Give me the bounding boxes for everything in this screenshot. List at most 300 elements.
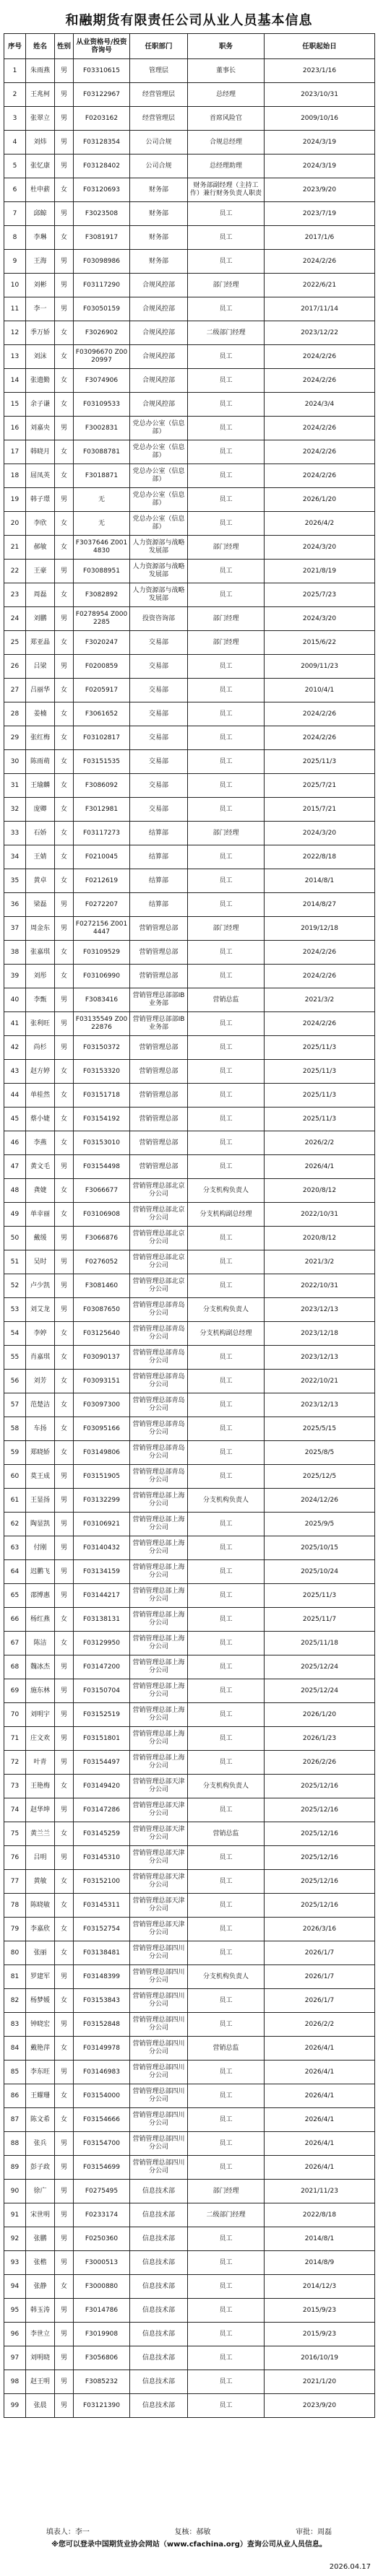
table-row xyxy=(4,2323,375,2346)
cell-index: 59 xyxy=(4,1441,26,1465)
cell-position: 员工 xyxy=(188,1131,265,1155)
cell-position: 员工 xyxy=(188,965,265,988)
cell-cert: F0278954 Z0002285 xyxy=(74,607,130,631)
cell-cert: 无 xyxy=(74,488,130,512)
cell-cert: F03134159 xyxy=(74,1560,130,1584)
cell-name: 迟鹏飞 xyxy=(26,1560,55,1584)
cell-index: 56 xyxy=(4,1370,26,1393)
cell-gender: 男 xyxy=(55,1584,74,1608)
header-position: 职务 xyxy=(188,34,265,59)
cell-position: 员工 xyxy=(188,2227,265,2251)
table-row xyxy=(4,2251,375,2275)
table-row xyxy=(4,2394,375,2418)
cell-position: 员工 xyxy=(188,679,265,702)
cell-position: 员工 xyxy=(188,1655,265,1679)
table-row xyxy=(4,1822,375,1846)
cell-dept: 营销管理总部青岛分公司 xyxy=(130,1465,188,1489)
table-row xyxy=(4,726,375,750)
cell-gender: 女 xyxy=(55,440,74,464)
cell-name: 邱鲸 xyxy=(26,202,55,226)
table-row xyxy=(4,1632,375,1655)
cell-gender: 男 xyxy=(55,1679,74,1703)
cell-gender: 男 xyxy=(55,1655,74,1679)
cell-dept: 营销管理总部上海分公司 xyxy=(130,1513,188,1536)
cell-name: 钟晓宏 xyxy=(26,2013,55,2037)
cell-gender: 女 xyxy=(55,321,74,345)
cell-index: 63 xyxy=(4,1536,26,1560)
cell-cert: F03151905 xyxy=(74,1465,130,1489)
cell-index: 5 xyxy=(4,155,26,178)
reviewer-label: 复核：郝敏 xyxy=(174,2528,211,2536)
cell-start-date: 2023/12/13 xyxy=(265,1346,375,1370)
cell-index: 51 xyxy=(4,1250,26,1274)
cell-cert: F03117290 xyxy=(74,274,130,297)
cell-gender: 女 xyxy=(55,1870,74,1894)
cell-gender: 女 xyxy=(55,1370,74,1393)
cell-dept: 合规风控部 xyxy=(130,321,188,345)
cell-cert: 无 xyxy=(74,512,130,536)
cell-start-date: 2024/2/26 xyxy=(265,440,375,464)
cell-name: 吕明 xyxy=(26,1846,55,1870)
cell-index: 48 xyxy=(4,1179,26,1203)
cell-gender: 女 xyxy=(55,1822,74,1846)
cell-dept: 结算部 xyxy=(130,845,188,869)
cell-name: 庄文欢 xyxy=(26,1727,55,1751)
cell-index: 77 xyxy=(4,1870,26,1894)
cell-cert: F3082892 xyxy=(74,583,130,607)
cell-dept: 营销管理总部上海分公司 xyxy=(130,1727,188,1751)
cell-gender: 女 xyxy=(55,679,74,702)
table-row xyxy=(4,655,375,679)
cell-position: 员工 xyxy=(188,1918,265,1941)
cell-name: 李燕 xyxy=(26,1131,55,1155)
cell-cert: F3023508 xyxy=(74,202,130,226)
cell-dept: 党总办公室（信息部） xyxy=(130,488,188,512)
cell-name: 王婧 xyxy=(26,845,55,869)
cell-position: 员工 xyxy=(188,1084,265,1108)
cell-start-date: 2026/1/7 xyxy=(265,1965,375,1989)
cell-index: 8 xyxy=(4,226,26,250)
cell-position: 分支机构负责人 xyxy=(188,1965,265,1989)
cell-index: 47 xyxy=(4,1155,26,1179)
cell-dept: 交易部 xyxy=(130,679,188,702)
footer-signatures xyxy=(4,2525,374,2536)
footer-date: 2026.04.17 xyxy=(329,2563,371,2571)
cell-gender: 男 xyxy=(55,655,74,679)
cell-cert: F03153843 xyxy=(74,1989,130,2013)
cell-dept: 结算部 xyxy=(130,893,188,917)
cell-name: 李婷 xyxy=(26,1322,55,1346)
cell-cert: F3081460 xyxy=(74,1274,130,1298)
cell-index: 21 xyxy=(4,536,26,560)
cell-gender: 女 xyxy=(55,1346,74,1370)
cell-name: 彭子政 xyxy=(26,2156,55,2180)
cell-gender: 女 xyxy=(55,1941,74,1965)
cell-gender: 男 xyxy=(55,1155,74,1179)
cell-cert: F03145310 xyxy=(74,1846,130,1870)
cell-gender: 男 xyxy=(55,1560,74,1584)
cell-index: 35 xyxy=(4,869,26,893)
cell-name: 刘明宇 xyxy=(26,1703,55,1727)
table-row xyxy=(4,1798,375,1822)
cell-index: 46 xyxy=(4,1131,26,1155)
cell-dept: 营销管理总部四川分公司 xyxy=(130,2156,188,2180)
table-row xyxy=(4,1060,375,1084)
cell-gender: 男 xyxy=(55,607,74,631)
cell-start-date: 2026/4/1 xyxy=(265,2132,375,2156)
cell-index: 19 xyxy=(4,488,26,512)
cell-start-date: 2026/4/2 xyxy=(265,512,375,536)
cell-gender: 女 xyxy=(55,1179,74,1203)
cell-name: 郑晓娇 xyxy=(26,1441,55,1465)
cell-gender: 男 xyxy=(55,1513,74,1536)
cell-index: 74 xyxy=(4,1798,26,1822)
cell-name: 莫王成 xyxy=(26,1465,55,1489)
cell-cert: F3066876 xyxy=(74,1227,130,1250)
table-row xyxy=(4,798,375,822)
cell-dept: 营销管理总部青岛分公司 xyxy=(130,1417,188,1441)
cell-start-date: 2021/3/2 xyxy=(265,988,375,1012)
cell-name: 周金东 xyxy=(26,917,55,941)
table-row xyxy=(4,321,375,345)
table-row xyxy=(4,512,375,536)
cell-name: 张红梅 xyxy=(26,726,55,750)
table-row xyxy=(4,1250,375,1274)
approver-label: 审批：周磊 xyxy=(296,2528,332,2536)
cell-start-date: 2026/4/1 xyxy=(265,2037,375,2061)
cell-dept: 经营管理层 xyxy=(130,107,188,131)
cell-gender: 女 xyxy=(55,750,74,774)
cell-name: 王豪 xyxy=(26,560,55,583)
cell-dept: 投资咨询部 xyxy=(130,607,188,631)
cell-position: 员工 xyxy=(188,1108,265,1131)
table-row xyxy=(4,2013,375,2037)
cell-index: 6 xyxy=(4,178,26,202)
cell-gender: 女 xyxy=(55,774,74,798)
cell-index: 11 xyxy=(4,297,26,321)
cell-dept: 营销管理总部天津分公司 xyxy=(130,1798,188,1822)
cell-index: 86 xyxy=(4,2084,26,2108)
cell-gender: 男 xyxy=(55,2299,74,2323)
cell-position: 员工 xyxy=(188,345,265,369)
cell-start-date: 2014/8/27 xyxy=(265,893,375,917)
cell-cert: F03129950 xyxy=(74,1632,130,1655)
cell-index: 22 xyxy=(4,560,26,583)
cell-cert: F03125640 xyxy=(74,1322,130,1346)
table-row xyxy=(4,2037,375,2061)
cell-index: 23 xyxy=(4,583,26,607)
cell-gender: 女 xyxy=(55,845,74,869)
cell-gender: 女 xyxy=(55,178,74,202)
cell-name: 戴缓 xyxy=(26,1227,55,1250)
cell-name: 季万娇 xyxy=(26,321,55,345)
cell-name: 张兵 xyxy=(26,2132,55,2156)
cell-cert: F03122967 xyxy=(74,83,130,107)
cell-index: 64 xyxy=(4,1560,26,1584)
cell-name: 张鹏 xyxy=(26,2227,55,2251)
cell-start-date: 2026/2/2 xyxy=(265,1131,375,1155)
cell-name: 吕梁 xyxy=(26,655,55,679)
cell-cert: F0233174 xyxy=(74,2203,130,2227)
table-row xyxy=(4,2061,375,2084)
cell-dept: 营销管理总部四川分公司 xyxy=(130,2108,188,2132)
cell-dept: 营销管理总部北京分公司 xyxy=(130,1227,188,1250)
cell-dept: 营销管理总部四川分公司 xyxy=(130,1941,188,1965)
cell-index: 17 xyxy=(4,440,26,464)
table-row xyxy=(4,822,375,845)
cell-gender: 男 xyxy=(55,988,74,1012)
cell-index: 58 xyxy=(4,1417,26,1441)
cell-start-date: 2015/9/23 xyxy=(265,2323,375,2346)
cell-name: 赵方婷 xyxy=(26,1060,55,1084)
cell-index: 9 xyxy=(4,250,26,274)
cell-dept: 交易部 xyxy=(130,774,188,798)
cell-dept: 营销管理总部上海分公司 xyxy=(130,1560,188,1584)
table-row xyxy=(4,1727,375,1751)
cell-position: 员工 xyxy=(188,1703,265,1727)
cell-cert: F0276052 xyxy=(74,1250,130,1274)
cell-dept: 经营管理层 xyxy=(130,83,188,107)
cell-cert: F03150704 xyxy=(74,1679,130,1703)
cell-index: 28 xyxy=(4,702,26,726)
cell-gender: 女 xyxy=(55,1608,74,1632)
cell-cert: F3026902 xyxy=(74,321,130,345)
cell-name: 姜楠 xyxy=(26,702,55,726)
cell-start-date: 2025/12/5 xyxy=(265,1465,375,1489)
cell-gender: 女 xyxy=(55,345,74,369)
table-row xyxy=(4,1417,375,1441)
cell-start-date: 2025/11/3 xyxy=(265,1084,375,1108)
cell-dept: 营销管理总部部IB业务部 xyxy=(130,988,188,1012)
cell-start-date: 2014/8/1 xyxy=(265,2227,375,2251)
cell-cert: F03144217 xyxy=(74,1584,130,1608)
cell-cert: F03153010 xyxy=(74,1131,130,1155)
cell-gender: 女 xyxy=(55,2037,74,2061)
table-row xyxy=(4,1108,375,1131)
cell-start-date: 2024/2/26 xyxy=(265,941,375,965)
cell-dept: 营销管理总部青岛分公司 xyxy=(130,1322,188,1346)
cell-cert: F3056806 xyxy=(74,2346,130,2370)
table-row xyxy=(4,1989,375,2013)
cell-index: 91 xyxy=(4,2203,26,2227)
cell-dept: 营销管理总部上海分公司 xyxy=(130,1703,188,1727)
header-cert: 从业资格号/投资咨询号 xyxy=(74,34,130,59)
table-row xyxy=(4,1441,375,1465)
table-row xyxy=(4,1179,375,1203)
cell-start-date: 2025/11/7 xyxy=(265,1608,375,1632)
cell-position: 员工 xyxy=(188,1346,265,1370)
cell-position: 部门经理 xyxy=(188,917,265,941)
cell-index: 66 xyxy=(4,1608,26,1632)
cell-dept: 营销管理总部四川分公司 xyxy=(130,2037,188,2061)
cell-cert: F0205917 xyxy=(74,679,130,702)
table-row xyxy=(4,1513,375,1536)
cell-gender: 女 xyxy=(55,965,74,988)
cell-dept: 营销管理总部青岛分公司 xyxy=(130,1298,188,1322)
cell-name: 李一 xyxy=(26,297,55,321)
cell-position: 员工 xyxy=(188,2394,265,2418)
cell-position: 员工 xyxy=(188,893,265,917)
cell-position: 员工 xyxy=(188,417,265,440)
cell-cert: F03095166 xyxy=(74,1417,130,1441)
cell-cert: F03145259 xyxy=(74,1822,130,1846)
cell-position: 部门经理 xyxy=(188,2180,265,2203)
cell-position: 员工 xyxy=(188,1227,265,1250)
cell-start-date: 2014/8/1 xyxy=(265,869,375,893)
cell-dept: 营销管理总部上海分公司 xyxy=(130,1655,188,1679)
header-index: 序号 xyxy=(4,34,26,59)
cell-dept: 营销管理总部 xyxy=(130,965,188,988)
cell-gender: 女 xyxy=(55,702,74,726)
cell-dept: 信息技术部 xyxy=(130,2299,188,2323)
table-row xyxy=(4,1941,375,1965)
table-row xyxy=(4,965,375,988)
cell-index: 89 xyxy=(4,2156,26,2180)
cell-gender: 女 xyxy=(55,869,74,893)
cell-cert: F3074906 xyxy=(74,369,130,393)
cell-name: 车扬 xyxy=(26,1417,55,1441)
cell-position: 分支机构负责人 xyxy=(188,1489,265,1513)
cell-index: 82 xyxy=(4,1989,26,2013)
cell-dept: 信息技术部 xyxy=(130,2275,188,2299)
cell-name: 范楚洁 xyxy=(26,1393,55,1417)
cell-start-date: 2023/1/16 xyxy=(265,59,375,83)
cell-position: 员工 xyxy=(188,1608,265,1632)
cell-start-date: 2021/1/20 xyxy=(265,2370,375,2394)
cell-position: 员工 xyxy=(188,2132,265,2156)
table-row xyxy=(4,2180,375,2203)
cell-gender: 男 xyxy=(55,1036,74,1060)
cell-position: 员工 xyxy=(188,512,265,536)
cell-cert: F3037646 Z0014830 xyxy=(74,536,130,560)
cell-dept: 结算部 xyxy=(130,822,188,845)
page-title: 和融期货有限责任公司从业人员基本信息 xyxy=(65,13,313,28)
cell-index: 92 xyxy=(4,2227,26,2251)
cell-gender: 女 xyxy=(55,512,74,536)
cell-position: 部门经理 xyxy=(188,536,265,560)
cell-index: 54 xyxy=(4,1322,26,1346)
cell-name: 黄文毛 xyxy=(26,1155,55,1179)
cell-dept: 营销管理总部天津分公司 xyxy=(130,1822,188,1846)
table-row xyxy=(4,917,375,941)
cell-index: 2 xyxy=(4,83,26,107)
cell-gender: 男 xyxy=(55,1250,74,1274)
cell-dept: 人力资源部与战略发展部 xyxy=(130,560,188,583)
cell-start-date: 2025/9/5 xyxy=(265,1513,375,1536)
cell-position: 员工 xyxy=(188,393,265,417)
cell-dept: 信息技术部 xyxy=(130,2370,188,2394)
cell-position: 员工 xyxy=(188,1417,265,1441)
cell-cert: F3000513 xyxy=(74,2251,130,2275)
cell-dept: 交易部 xyxy=(130,655,188,679)
table-row xyxy=(4,464,375,488)
cell-name: 陈文希 xyxy=(26,2108,55,2132)
cell-position: 员工 xyxy=(188,1370,265,1393)
cell-index: 69 xyxy=(4,1679,26,1703)
cell-name: 屈凤英 xyxy=(26,464,55,488)
cell-position: 董事长 xyxy=(188,59,265,83)
cell-dept: 公司合规 xyxy=(130,155,188,178)
cell-name: 黄卓 xyxy=(26,869,55,893)
cell-name: 杨红燕 xyxy=(26,1608,55,1632)
cell-dept: 营销管理总部 xyxy=(130,1155,188,1179)
cell-dept: 党总办公室（信息部） xyxy=(130,440,188,464)
cell-cert: F03147286 xyxy=(74,1798,130,1822)
cell-cert: F03154497 xyxy=(74,1751,130,1775)
cell-dept: 营销管理总部青岛分公司 xyxy=(130,1370,188,1393)
cell-gender: 男 xyxy=(55,2251,74,2275)
cell-start-date: 2026/1/7 xyxy=(265,1941,375,1965)
cell-gender: 男 xyxy=(55,488,74,512)
cell-gender: 女 xyxy=(55,2084,74,2108)
cell-name: 王瑜麟 xyxy=(26,774,55,798)
cell-dept: 营销管理总部四川分公司 xyxy=(130,1965,188,1989)
cell-position: 员工 xyxy=(188,1798,265,1822)
cell-start-date: 2023/10/31 xyxy=(265,83,375,107)
cell-position: 员工 xyxy=(188,1536,265,1560)
cell-dept: 交易部 xyxy=(130,631,188,655)
cell-cert: F03152754 xyxy=(74,1918,130,1941)
table-row xyxy=(4,345,375,369)
cell-cert: F03146983 xyxy=(74,2061,130,2084)
cell-gender: 男 xyxy=(55,2156,74,2180)
cell-cert: F3000880 xyxy=(74,2275,130,2299)
cell-cert: F03150372 xyxy=(74,1036,130,1060)
cell-gender: 女 xyxy=(55,1131,74,1155)
cell-start-date: 2025/11/3 xyxy=(265,1036,375,1060)
cell-start-date: 2026/4/1 xyxy=(265,2108,375,2132)
cell-index: 96 xyxy=(4,2323,26,2346)
cell-cert: F03140432 xyxy=(74,1536,130,1560)
cell-index: 83 xyxy=(4,2013,26,2037)
table-row xyxy=(4,226,375,250)
cell-start-date: 2026/1/20 xyxy=(265,1703,375,1727)
cell-cert: F03090137 xyxy=(74,1346,130,1370)
cell-name: 罗建军 xyxy=(26,1965,55,1989)
cell-index: 32 xyxy=(4,798,26,822)
cell-index: 68 xyxy=(4,1655,26,1679)
cell-gender: 男 xyxy=(55,417,74,440)
cell-position: 员工 xyxy=(188,2156,265,2180)
cell-position: 员工 xyxy=(188,845,265,869)
cell-position: 员工 xyxy=(188,1250,265,1274)
cell-cert: F03154699 xyxy=(74,2156,130,2180)
cell-cert: F3014786 xyxy=(74,2299,130,2323)
cell-cert: F3081917 xyxy=(74,226,130,250)
cell-position: 员工 xyxy=(188,1727,265,1751)
cell-start-date: 2026/4/1 xyxy=(265,2084,375,2108)
cell-position: 员工 xyxy=(188,1584,265,1608)
table-row xyxy=(4,1965,375,1989)
cell-index: 31 xyxy=(4,774,26,798)
cell-name: 李嘉欣 xyxy=(26,1918,55,1941)
cell-dept: 信息技术部 xyxy=(130,2251,188,2275)
cell-name: 赵王明 xyxy=(26,2370,55,2394)
cell-position: 员工 xyxy=(188,2013,265,2037)
cell-position: 员工 xyxy=(188,583,265,607)
cell-dept: 营销管理总部四川分公司 xyxy=(130,2013,188,2037)
cell-name: 李欣 xyxy=(26,512,55,536)
cell-position: 员工 xyxy=(188,1751,265,1775)
cell-gender: 男 xyxy=(55,1846,74,1870)
cell-cert: F03149806 xyxy=(74,1441,130,1465)
cell-name: 杨梦媛 xyxy=(26,1989,55,2013)
cell-start-date: 2024/2/26 xyxy=(265,345,375,369)
cell-start-date: 2025/7/23 xyxy=(265,583,375,607)
cell-cert: F03088951 xyxy=(74,560,130,583)
cell-name: 刘鹏 xyxy=(26,607,55,631)
cell-name: 韩玉涛 xyxy=(26,2299,55,2323)
